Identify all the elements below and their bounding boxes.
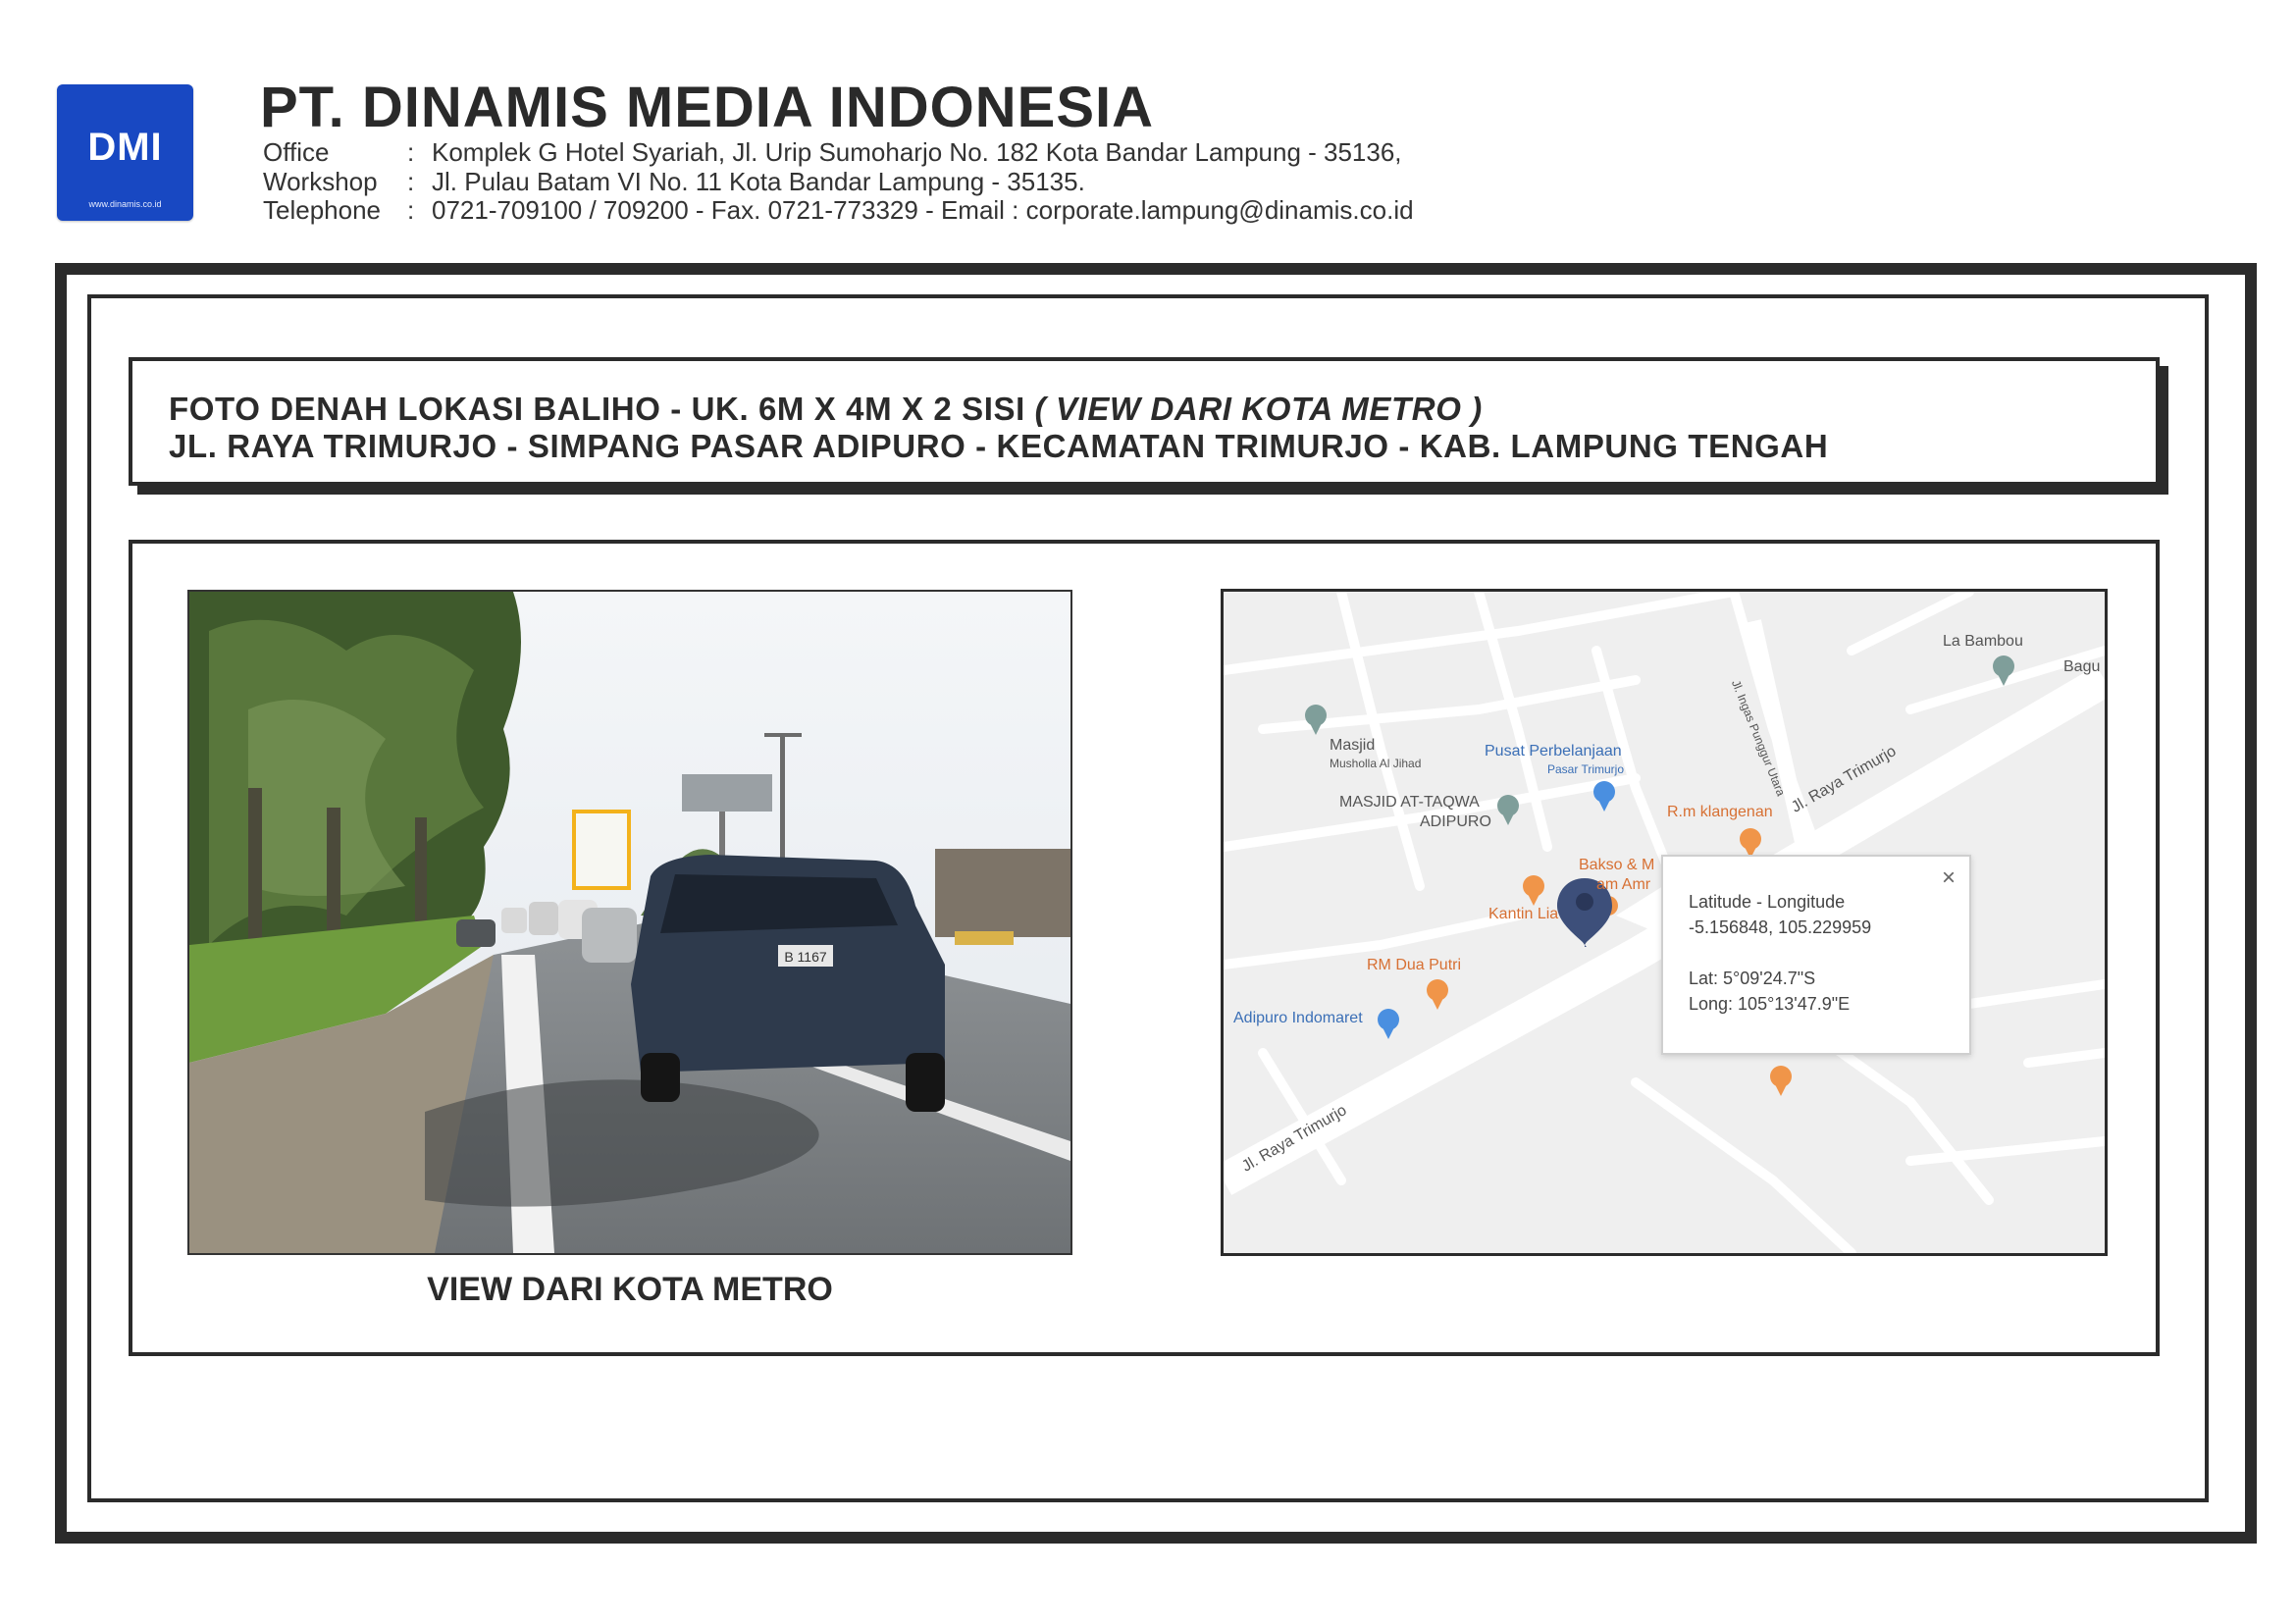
map-label-rm-dua-putri: RM Dua Putri xyxy=(1367,957,1462,973)
company-name: PT. DINAMIS MEDIA INDONESIA xyxy=(260,76,1155,139)
workshop-value: Jl. Pulau Batam VI No. 11 Kota Bandar Lampung - 35135. xyxy=(432,167,1085,196)
popup-coords: -5.156848, 105.229959 xyxy=(1689,917,1872,937)
map-label-klangenan: R.m klangenan xyxy=(1667,804,1773,820)
map-label-mushola: Musholla Al Jihad xyxy=(1330,757,1422,770)
coordinates-popup xyxy=(1661,855,1971,1055)
workshop-row xyxy=(263,167,1085,197)
map-label-masjid: Masjid xyxy=(1330,737,1376,754)
popup-title: Latitude - Longitude xyxy=(1689,892,1846,912)
title-main: FOTO DENAH LOKASI BALIHO - UK. 6M X 4M X 2 SISI xyxy=(169,391,1035,427)
office-value: Komplek G Hotel Syariah, Jl. Urip Sumoharjo No. 182 Kota Bandar Lampung - 35136, xyxy=(432,137,1402,167)
logo-text: DMI xyxy=(87,126,163,169)
office-row xyxy=(263,137,1402,168)
road-photo-illustration xyxy=(189,592,1070,1253)
location-photo xyxy=(187,590,1072,1255)
map-label-la-bambou: La Bambou xyxy=(1943,633,2023,650)
popup-long: Long: 105°13'47.9"E xyxy=(1689,994,1851,1014)
map-label-kantin: Kantin Lia xyxy=(1488,906,1559,922)
popup-lat: Lat: 5°09'24.7"S xyxy=(1689,969,1816,988)
telephone-label: Telephone xyxy=(263,195,381,225)
map-label-jl-raya-upper: Jl. Raya Trimurjo xyxy=(1789,742,1900,816)
photo-caption: VIEW DARI KOTA METRO xyxy=(427,1271,833,1308)
map-label-adipuro: ADIPURO xyxy=(1420,813,1491,830)
map-label-masjid-taqwa: MASJID AT-TAQWA xyxy=(1339,794,1480,811)
telephone-row xyxy=(263,195,1414,226)
telephone-sep: : xyxy=(407,195,415,225)
map-label-pusat: Pusat Perbelanjaan xyxy=(1485,743,1622,760)
title-view: ( VIEW DARI KOTA METRO ) xyxy=(1034,391,1483,427)
company-logo xyxy=(57,84,193,221)
map-label-bakso-2: am Amr xyxy=(1596,876,1651,893)
map-label-pasar: Pasar Trimurjo xyxy=(1547,762,1625,776)
map-label-indomaret: Adipuro Indomaret xyxy=(1233,1010,1363,1026)
map-label-bakso: Bakso & M xyxy=(1579,857,1655,873)
workshop-label: Workshop xyxy=(263,167,378,196)
title-line-1 xyxy=(169,391,1483,428)
office-label: Office xyxy=(263,137,330,167)
workshop-sep: : xyxy=(407,167,415,196)
title-line-2: JL. RAYA TRIMURJO - SIMPANG PASAR ADIPURO - KECAMATAN TRIMURJO - KAB. LAMPUNG TENGAH xyxy=(169,428,1829,464)
map-label-jl-raya-lower: Jl. Raya Trimurjo xyxy=(1239,1101,1350,1176)
popup-close-icon[interactable]: × xyxy=(1941,864,1956,891)
location-map[interactable] xyxy=(1221,589,2108,1256)
license-plate: B 1167 xyxy=(784,949,827,965)
map-label-bagu: Bagu xyxy=(2063,658,2101,675)
office-sep: : xyxy=(407,137,415,167)
map-label-jl-ingas: Jl. Ingas Punggur Utara xyxy=(1729,678,1789,799)
title-box xyxy=(129,357,2160,486)
telephone-value: 0721-709100 / 709200 - Fax. 0721-773329 - Email : corporate.lampung@dinamis.co.id xyxy=(432,195,1414,225)
logo-url: www.dinamis.co.id xyxy=(88,199,162,209)
